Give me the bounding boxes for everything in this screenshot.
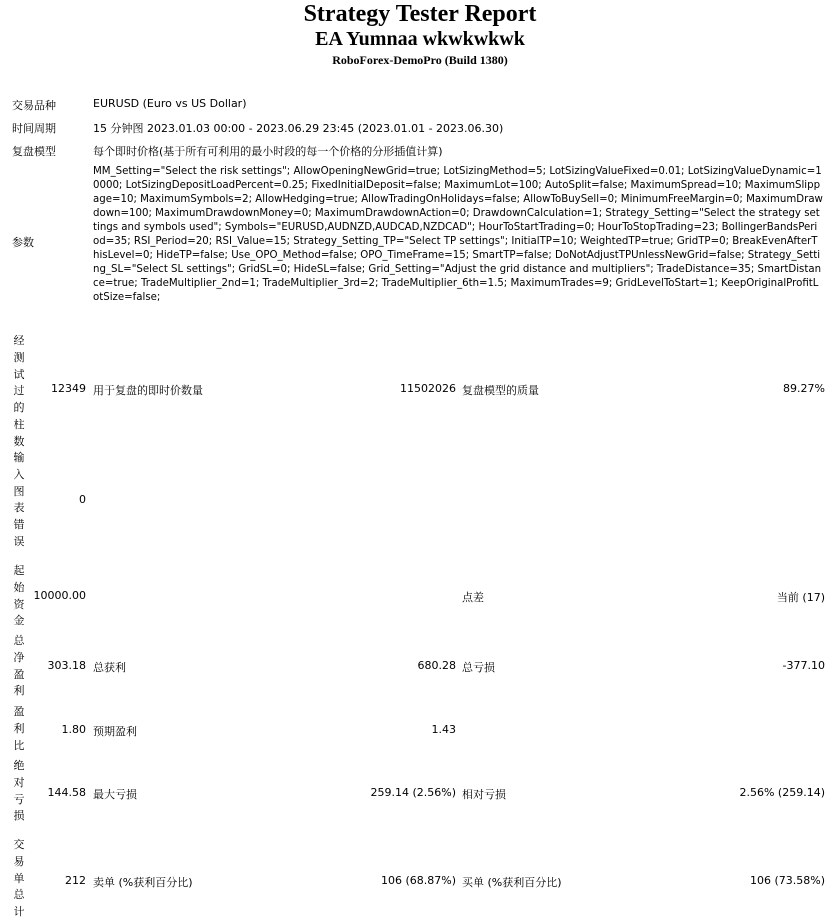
deposit-value: 10000.00	[33, 589, 86, 602]
spread-value: 当前 (17)	[776, 591, 825, 604]
expected-value: 1.43	[431, 723, 456, 736]
quality-value: 89.27%	[783, 382, 825, 395]
params-label: 参数	[12, 236, 34, 249]
reldd-label: 相对亏损	[462, 788, 506, 801]
symbol-value: EURUSD (Euro vs US Dollar)	[93, 97, 247, 110]
reldd-value: 2.56% (259.14)	[739, 786, 825, 799]
pf-label: 盈利比	[13, 705, 25, 752]
trades-value: 212	[65, 874, 86, 887]
grossloss-label: 总亏损	[462, 661, 495, 674]
period-value: 15 分钟图 2023.01.03 00:00 - 2023.06.29 23:45 (2023.01.01 - 2023.06.30)	[93, 122, 504, 135]
report-title: Strategy Tester Report	[303, 1, 537, 27]
period-label: 时间周期	[12, 122, 56, 135]
model-label: 复盘模型	[12, 145, 56, 158]
broker-build: RoboForex-DemoPro (Build 1380)	[332, 53, 508, 67]
netprofit-value: 303.18	[47, 659, 86, 672]
bars-label: 经测试过的柱数	[13, 334, 25, 448]
pf-value: 1.80	[61, 723, 86, 736]
errors-value: 0	[79, 493, 86, 506]
grossprofit-label: 总获利	[93, 661, 126, 674]
errors-label: 输入图表错误	[13, 451, 25, 548]
symbol-label: 交易品种	[12, 99, 56, 112]
model-value: 每个即时价格(基于所有可利用的最小时段的每一个价格的分形插值计算)	[93, 145, 443, 158]
grossloss-value: -377.10	[782, 659, 825, 672]
ea-name: EA Yumnaa wkwkwkwk	[315, 28, 525, 50]
netprofit-label: 总净盈利	[13, 634, 25, 698]
quality-label: 复盘模型的质量	[462, 384, 539, 397]
absdd-value: 144.58	[47, 786, 86, 799]
ticks-label: 用于复盘的即时价数量	[93, 384, 203, 397]
long-label: 买单 (%获利百分比)	[462, 876, 562, 889]
maxdd-value: 259.14 (2.56%)	[370, 786, 456, 799]
deposit-label: 起始资金	[13, 564, 25, 628]
bars-value: 12349	[51, 382, 86, 395]
maxdd-label: 最大亏损	[93, 788, 137, 801]
grossprofit-value: 680.28	[417, 659, 456, 672]
params-value: MM_Setting="Select the risk settings"; AllowOpeningNewGrid=true; LotSizingMethod=5; LotSizingValueFixed=0.01; LotSizingValueDynamic=10000; LotSizingDepositLoadPercent=0.25; FixedInitialDeposit=false; MaximumLot=100; AutoSplit=false; MaximumSpread=10; MaximumSlippage=10; MaximumSymbols=2; AllowHedging=true; AllowTradingOnHolidays=false; AllowToBuySell=0; MinimumFreeMargin=0; MaximumDrawdown=100; MaximumDrawdownMoney=0; MaximumDrawdownAction=0; DrawdownCalculation=1; Strategy_Setting="Select the strategy settings and symbols used"; Symbols="EURUSD,AUDNZD,AUDCAD,NZDCAD"; HourToStartTrading=0; HourToStopTrading=23; BollingerBandsPeriod=35; RSI_Period=20; RSI_Value=15; Strategy_Setting_TP="Select TP settings"; InitialTP=10; WeightedTP=true; GridTP=0; BreakEvenAfterThisLevel=0; HideTP=false; Use_OPO_Method=false; OPO_TimeFrame=15; SmartTP=false; DoNotAdjustTPUnlessNewGrid=false; Strategy_Setting_SL="Select SL settings"; GridSL=0; HideSL=false; Grid_Setting="Adjust the grid distance and multipliers"; TradeDistance=35; SmartDistance=true; TradeMultiplier_2nd=1; TradeMultiplier_3rd=2; TradeMultiplier_6th=1.5; MaximumTrades=9; GridLevelToStart=1; KeepOriginalProfitLotSize=false;	[93, 166, 823, 303]
expected-label: 预期盈利	[93, 725, 137, 738]
trades-label: 交易单总计	[13, 838, 25, 919]
ticks-value: 11502026	[400, 382, 456, 395]
short-label: 卖单 (%获利百分比)	[93, 876, 193, 889]
report-header	[0, 1, 840, 69]
short-value: 106 (68.87%)	[380, 874, 456, 887]
absdd-label: 绝对亏损	[13, 759, 25, 823]
long-value: 106 (73.58%)	[749, 874, 825, 887]
spread-label: 点差	[462, 591, 484, 604]
